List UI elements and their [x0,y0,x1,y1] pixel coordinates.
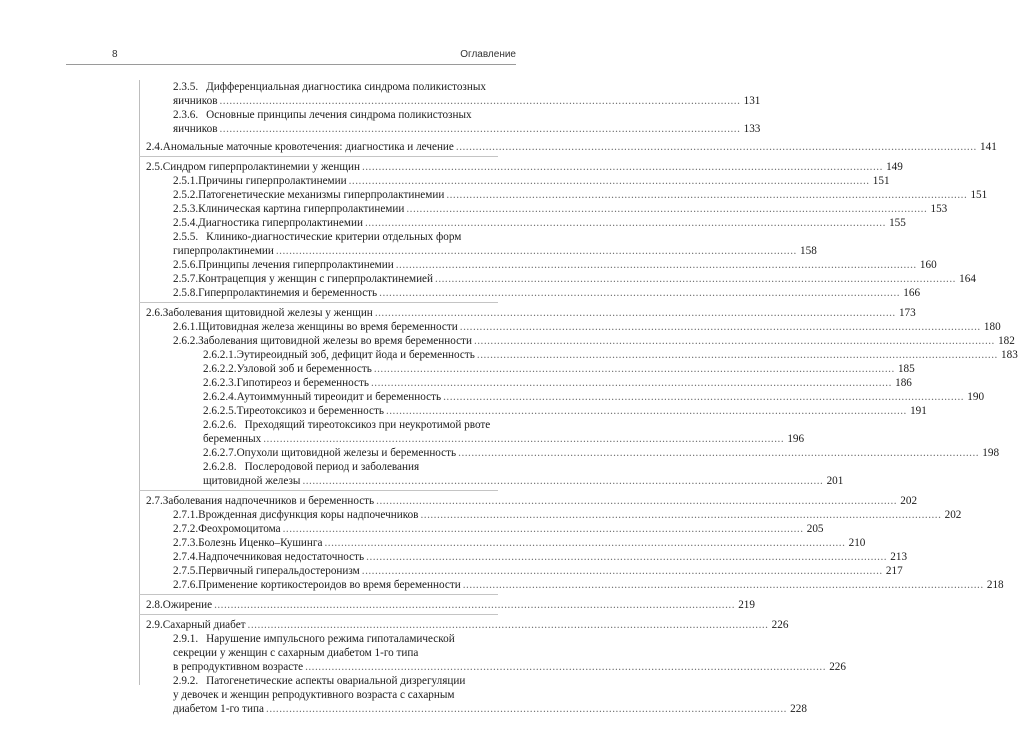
toc-entry-number: 2.5.4. [173,216,199,229]
toc-entry-number: 2.5. [146,160,163,173]
toc-entry[interactable] [146,376,912,390]
dot-leader [396,258,917,272]
toc-entry[interactable] [146,348,1018,362]
toc-entry-title: Заболевания надпочечников и беременность [162,494,375,507]
toc-entry-lastline [203,432,805,446]
toc-entry[interactable] [146,674,807,716]
toc-entry[interactable] [146,598,755,612]
toc-entry-lastline [173,122,761,136]
toc-entry-lastline [173,174,890,188]
toc-entry-title: Клиническая картина гиперпролактинемии [198,202,405,215]
toc-entry-title: в репродуктивном возрасте [173,660,304,673]
toc-entry-page: 131 [743,95,761,107]
toc-entry[interactable] [146,216,906,230]
toc-entry-number: 2.6.2.3. [203,376,237,389]
toc-entry-lastline [173,216,906,230]
toc-entry[interactable] [146,334,1015,348]
toc-entry-page: 173 [898,306,916,319]
toc-entry-number: 2.5.2. [173,188,199,201]
toc-entry-lastline [173,244,817,258]
toc-entry-lastline [173,564,903,578]
toc-entry-lastline [173,320,1001,334]
toc-entry-number: 2.7. [146,494,163,507]
toc-entry-title: яичников [173,123,218,135]
toc-entry-page: 217 [885,564,903,577]
toc-entry-title: Преходящий тиреотоксикоз при неукротимой рвоте [244,418,491,431]
toc-entry-title: Гипотиреоз и беременность [236,376,369,389]
toc-entry-lastline [203,376,912,390]
toc-entry[interactable] [146,508,962,522]
toc-entry-page: 191 [910,404,927,417]
toc-entry-title: Причины гиперпролактинемии [198,174,347,187]
toc-entry[interactable] [146,174,890,188]
toc-entry-title: Первичный гиперальдостеронизм [198,564,360,577]
toc-entry-number: 2.7.6. [173,578,199,591]
toc-entry-line [173,674,499,688]
dot-leader [374,362,895,376]
dot-leader [371,376,892,390]
toc-entry[interactable] [146,108,761,136]
toc-entry-line [173,646,499,660]
toc-entry-lastline [146,140,997,154]
toc-entry-number: 2.7.4. [173,550,199,563]
toc-entry-title: Тиреотоксикоз и беременность [236,404,384,417]
dot-leader [366,550,887,564]
toc-entry-title: Феохромоцитома [198,522,281,535]
toc-entry-title: Надпочечниковая недостаточность [198,550,365,563]
toc-entry[interactable] [146,522,824,536]
toc-entry[interactable] [146,632,846,674]
toc-entry-page: 201 [826,474,844,487]
toc-entry-page: 166 [903,286,921,299]
toc-entry-title: Основные принципы лечения синдрома поликистозных [206,109,472,121]
toc-entry-title: Диагностика гиперпролактинемии [198,216,363,229]
toc-entry-lastline [173,334,1015,348]
dot-leader [443,390,964,404]
toc-entry[interactable] [146,536,866,550]
toc-entry-lastline [203,362,915,376]
toc-entry[interactable] [146,272,976,286]
toc-entry-title: Применение кортикостероидов во время беременности [198,578,461,591]
toc-entry-lastline [173,94,761,108]
toc-entry-line [173,688,499,702]
toc-entry-number: 2.9.1. [173,632,199,645]
toc-entry-number: 2.8. [146,598,163,611]
toc-entry-number: 2.6.2.7. [203,446,237,459]
toc-entry-number: 2.9. [146,618,163,631]
toc-entry-title: Аутоиммунный тиреоидит и беременность [236,390,442,403]
toc-entry-title: Клинико-диагностические критерии отдельных форм [206,230,462,243]
toc-entry-title: Дифференциальная диагностика синдрома поликистозных [206,81,486,93]
dot-leader [302,474,823,488]
page-header [66,46,516,65]
toc-entry-page: 183 [1001,348,1018,361]
dot-leader [456,140,977,154]
toc-entry-title: Аномальные маточные кровотечения: диагностика и лечение [162,140,454,153]
toc-entry-title: Эутиреоидный зоб, дефицит йода и беременность [236,348,475,361]
toc-entry-number: 2.7.5. [173,564,199,577]
toc-entry-lastline [203,404,927,418]
toc-entry-lastline [203,348,1018,362]
toc-entry-number: 2.7.2. [173,522,199,535]
toc-entry-title: Гиперпролактинемия и беременность [198,286,378,299]
toc-entry-lastline [146,618,789,632]
dot-leader [266,702,787,716]
toc-entry[interactable] [146,202,948,216]
toc-entry-number: 2.6.2.1. [203,348,237,361]
toc-entry[interactable] [146,362,915,376]
dot-leader [435,272,956,286]
toc-entry-lastline [146,494,918,508]
toc-entry[interactable] [146,286,921,300]
dot-leader [463,578,984,592]
toc-entry-page: 205 [806,522,824,535]
toc-entry-number: 2.6.2. [173,334,199,347]
toc-entry-lastline [173,536,866,550]
toc-entry-title: Сахарный диабет [162,618,246,631]
toc-entry-page: 182 [998,334,1015,347]
toc-entry-title: беременных [203,432,262,445]
toc-entry-page: 196 [787,432,805,445]
toc-entry-number: 2.3.6. [173,109,199,121]
dot-leader [458,446,979,460]
toc-entry-title: Послеродовой период и заболевания [244,460,420,473]
toc-entry-line [173,230,499,244]
toc-entry-title: Патогенетические механизмы гиперпролактинемии [198,188,445,201]
toc-entry-lastline [173,578,1004,592]
toc-entry[interactable] [146,140,997,154]
toc-entry-page: 219 [738,598,755,611]
toc-entry-title: Нарушение импульсного режима гипоталамической [206,632,455,645]
dot-leader [477,348,998,362]
toc-entry-lastline [203,390,985,404]
toc-entry[interactable] [146,418,805,446]
toc-entry[interactable] [146,618,789,632]
toc-entry-title: щитовидной железы [203,474,301,487]
toc-entry-number: 2.5.5. [173,230,199,243]
toc-entry-lastline [173,272,976,286]
toc-entry[interactable] [146,258,937,272]
toc-entry-number: 2.6. [146,306,163,319]
toc-entry-lastline [173,660,846,674]
dot-leader [446,188,967,202]
toc-entry-number: 2.5.8. [173,286,199,299]
toc-entry-page: 158 [800,244,817,257]
toc-entry-number: 2.6.2.5. [203,404,237,417]
dot-leader [219,122,740,136]
toc-entry-page: 160 [919,258,937,271]
toc-entry-page: 153 [930,202,948,215]
toc-entry-title: Контрацепция у женщин с гиперпролактинемией [198,272,434,285]
dot-leader [420,508,941,522]
toc-entry-title: Заболевания щитовидной железы во время беременности [198,334,472,347]
toc-entry-page: 226 [771,618,789,631]
toc-entry-number: 2.9.2. [173,674,199,687]
toc-entry[interactable] [146,494,918,508]
toc-entry-page: 226 [829,660,846,673]
dot-leader [214,598,735,612]
toc-entry-lastline [203,474,844,488]
toc-entry-lastline [173,522,824,536]
dot-leader [324,536,845,550]
toc-entry-number: 2.6.2.8. [203,460,237,473]
toc-entry-title: Ожирение [162,598,213,611]
toc-entry[interactable] [146,446,1000,460]
toc-entry-number: 2.6.1. [173,320,199,333]
toc-entry-title: Патогенетические аспекты овариальной дизрегуляции [206,674,466,687]
toc-entry-title: Узловой зоб и беременность [236,362,372,375]
dot-leader [379,286,900,300]
toc-entry-page: 186 [895,376,912,389]
toc-entry-page: 202 [900,494,918,507]
toc-entry-number: 2.7.1. [173,508,199,521]
toc-entry-page: 228 [790,702,807,715]
toc-entry-lastline [146,598,755,612]
toc-entry[interactable] [146,578,1004,592]
dot-leader [406,202,927,216]
toc-entry-title: у девочек и женщин репродуктивного возраста с сахарным [173,688,455,701]
toc-entry[interactable] [146,564,903,578]
toc-entry-number: 2.5.1. [173,174,199,187]
toc-entry-title: Принципы лечения гиперпролактинемии [198,258,394,271]
toc-entry-lastline [173,188,988,202]
toc-entry-page: 141 [980,140,997,153]
running-title: Оглавление [460,49,516,60]
toc-entry-title: Заболевания щитовидной железы у женщин [162,306,373,319]
toc-entry-number: 2.5.3. [173,202,199,215]
toc-entry-line [203,418,499,432]
toc-entry-page: 198 [982,446,1000,459]
toc-entry-page: 151 [872,174,890,187]
page-number: 8 [112,49,118,60]
toc-entry-page: 190 [967,390,985,403]
toc-entry-page: 202 [944,508,962,521]
toc-entry-lastline [173,550,908,564]
toc-entry[interactable] [146,390,985,404]
toc-entry[interactable] [146,230,817,258]
dot-leader [349,174,870,188]
dot-leader [305,660,826,674]
toc-entry-page: 151 [970,188,988,201]
toc-entry-page: 218 [986,578,1004,591]
toc-entry-lastline [173,202,948,216]
toc-entry-title: яичников [173,95,218,107]
dot-leader [263,432,784,446]
toc-entry[interactable] [146,550,908,564]
dot-leader [376,494,897,508]
toc-entry-lastline [146,306,916,320]
toc-entry[interactable] [146,80,761,108]
toc-entry[interactable] [146,460,844,488]
toc-entry-title: Врожденная дисфункция коры надпочечников [198,508,419,521]
toc-entry-page: 149 [886,160,903,173]
toc-entry-line [173,632,499,646]
dot-leader [365,216,886,230]
toc-entry-page: 213 [890,550,908,563]
toc-entry-line [173,108,499,122]
toc-entry-line [203,460,499,474]
toc-entry-lastline [173,286,921,300]
toc-entry-line [173,80,499,94]
toc-entry-lastline [173,702,807,716]
toc-entry-number: 2.5.7. [173,272,199,285]
toc-entry[interactable] [146,320,1001,334]
toc-entry-title: Щитовидная железа женщины во время беременности [198,320,458,333]
toc-entry-title: секреции у женщин с сахарным диабетом 1-го типа [173,646,419,659]
toc-entry-number: 2.6.2.4. [203,390,237,403]
toc-entry-title: гиперпролактинемии [173,244,274,257]
toc-entry-page: 180 [983,320,1001,333]
dot-leader [219,94,740,108]
toc-entry[interactable] [146,160,903,174]
toc-entry-page: 185 [897,362,915,375]
dot-leader [283,522,804,536]
toc-entry-lastline [173,258,937,272]
toc-entry[interactable] [146,404,927,418]
toc-entry-lastline [203,446,1000,460]
dot-leader [362,160,883,174]
toc-entry-title: Болезнь Иценко–Кушинга [198,536,323,549]
toc-entry-number: 2.4. [146,140,163,153]
toc-entry-number: 2.3.5. [173,81,199,93]
toc-entry[interactable] [146,306,916,320]
toc-entry-number: 2.7.3. [173,536,199,549]
toc-entry-page: 133 [743,123,761,135]
dot-leader [276,244,797,258]
toc-entry-number: 2.6.2.6. [203,418,237,431]
dot-leader [460,320,981,334]
toc-entry-page: 155 [889,216,906,229]
toc-entry-title: Синдром гиперпролактинемии у женщин [162,160,360,173]
toc-entry-title: диабетом 1-го типа [173,702,265,715]
toc-entry-page: 164 [959,272,976,285]
dot-leader [375,306,896,320]
toc-entry-number: 2.5.6. [173,258,199,271]
toc-entry-page: 210 [848,536,866,549]
table-of-contents [146,80,1018,716]
toc-entry-number: 2.6.2.2. [203,362,237,375]
toc-entry-lastline [146,160,903,174]
toc-entry-lastline [173,508,962,522]
dot-leader [248,618,769,632]
toc-entry[interactable] [146,188,988,202]
toc-entry-title: Опухоли щитовидной железы и беременность [236,446,457,459]
dot-leader [474,334,995,348]
dot-leader [362,564,883,578]
dot-leader [386,404,907,418]
